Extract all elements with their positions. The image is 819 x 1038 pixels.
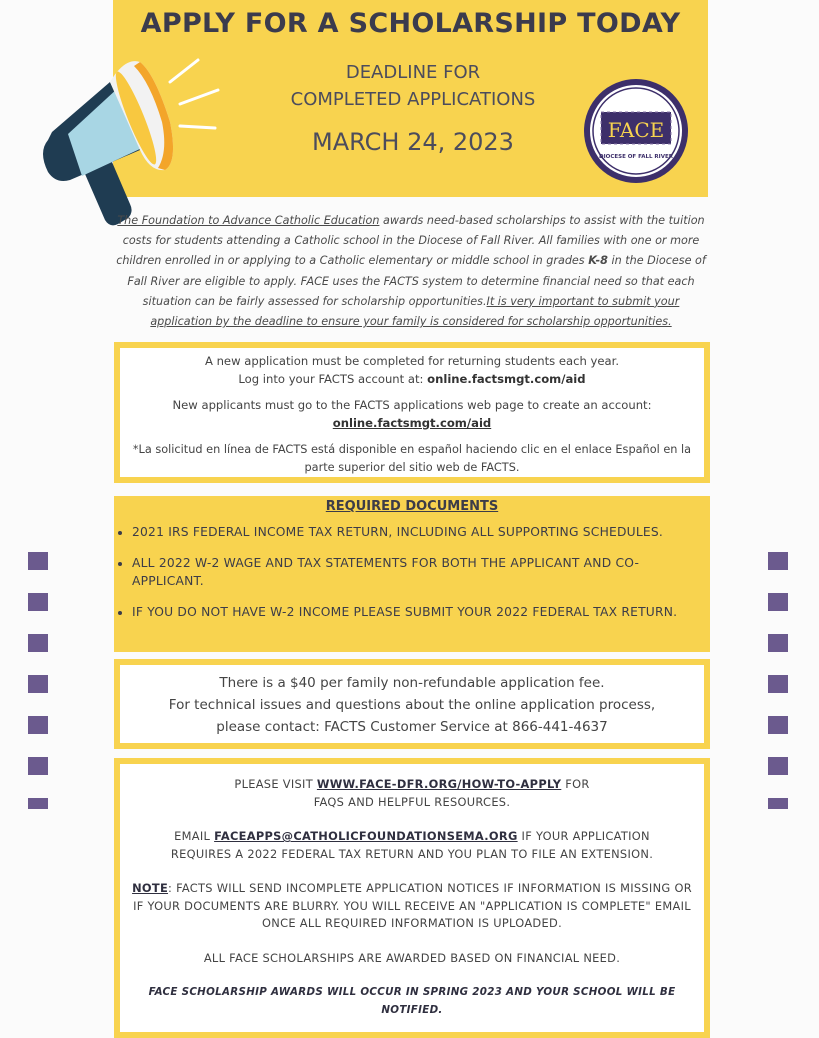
fee-box <box>114 659 710 749</box>
visit-line <box>120 776 704 794</box>
deadline-line-2: COMPLETED APPLICATIONS <box>290 89 536 110</box>
decor-square <box>768 675 788 693</box>
seal-main-text: FACE <box>607 118 665 142</box>
deadline-line-1: DEADLINE FOR <box>345 62 481 83</box>
seal-ring-text: DIOCESE OF FALL RIVER <box>599 154 673 160</box>
decor-square <box>768 798 788 809</box>
financial-need-note: ALL FACE SCHOLARSHIPS ARE AWARDED BASED ON FINANCIAL NEED. <box>203 950 621 965</box>
new-account-line <box>120 415 704 433</box>
decor-square <box>28 634 48 652</box>
intro-text-a: awards need-based scholarships to assist with the tuition costs for students attending a Catholic school in the Diocese of Fall River. All families with one or more children enrolled in or applying to a Catholic elementary or middle school in grades <box>116 214 705 268</box>
decor-square <box>28 716 48 734</box>
faceapps-email-link[interactable]: FACEAPPS@CATHOLICFOUNDATIONSEMA.ORG <box>214 829 518 843</box>
decor-square <box>28 798 48 809</box>
grades-label: K-8 <box>588 254 608 268</box>
deadline-date: MARCH 24, 2023 <box>312 128 514 156</box>
info-box <box>114 758 710 1038</box>
email-line-2: REQUIRES A 2022 FEDERAL TAX RETURN AND YOU PLAN TO FILE AN EXTENSION. <box>170 846 654 861</box>
face-seal-logo <box>583 78 689 184</box>
facts-new-account-link[interactable]: online.factsmgt.com/aid <box>332 415 492 430</box>
facts-account-box <box>114 342 710 483</box>
intro-paragraph <box>115 211 707 332</box>
decor-square <box>768 716 788 734</box>
deadline-label <box>263 59 563 113</box>
returning-students-note: A new application must be completed for returning students each year. <box>204 354 620 368</box>
spanish-note: *La solicitud en línea de FACTS está disponible en español haciendo clic en el enlace Español en la parte superior del sitio web de FACTS. <box>132 443 692 474</box>
required-documents-heading: REQUIRED DOCUMENTS <box>325 499 499 514</box>
login-prefix: Log into your FACTS account at: <box>238 371 428 386</box>
decor-square <box>28 757 48 775</box>
visit-prefix: PLEASE VISIT <box>234 777 317 791</box>
facts-login-link[interactable]: online.factsmgt.com/aid <box>427 371 586 386</box>
decor-square <box>28 552 48 570</box>
email-prefix: EMAIL <box>174 829 215 843</box>
megaphone-icon <box>30 52 230 232</box>
support-text-1: For technical issues and questions about the online application process, <box>168 697 656 713</box>
visit-suffix: FOR <box>561 777 590 791</box>
email-suffix: IF YOUR APPLICATION <box>517 829 650 843</box>
important-notice: It is very important to submit your application by the deadline to ensure your family is considered for scholarship opportunities. <box>150 294 680 329</box>
page-title: APPLY FOR A SCHOLARSHIP TODAY <box>140 8 681 39</box>
support-text-2: please contact: FACTS Customer Service at 866-441-4637 <box>216 719 608 735</box>
decor-square <box>768 593 788 611</box>
right-square-column <box>768 552 788 832</box>
decor-square <box>768 634 788 652</box>
decor-square <box>768 552 788 570</box>
left-square-column <box>28 552 48 832</box>
list-item: • IF YOU DO NOT HAVE W-2 INCOME PLEASE SUBMIT YOUR 2022 FEDERAL TAX RETURN. <box>132 603 707 621</box>
note-text: : FACTS WILL SEND INCOMPLETE APPLICATION NOTICES IF INFORMATION IS MISSING OR IF YOUR DOCUMENTS ARE BLURRY. YOU WILL RECEIVE AN "APPLICATION IS COMPLETE" EMAIL ONCE ALL REQUIRED INFORMATION IS UPLOADED. <box>133 881 692 930</box>
intro-text-b: in the Diocese of Fall River are eligible to apply. FACE uses the FACTS system to determine financial need so that each situation can be fairly assessed for scholarship opportunities. <box>127 254 706 308</box>
foundation-name: The Foundation to Advance Catholic Education <box>117 214 380 227</box>
note-paragraph <box>120 880 704 933</box>
email-line <box>120 828 704 846</box>
required-documents-list <box>120 523 707 621</box>
required-documents-section <box>114 496 710 652</box>
list-item: • ALL 2022 W-2 WAGE AND TAX STATEMENTS FOR BOTH THE APPLICANT AND CO-APPLICANT. <box>132 554 707 590</box>
decor-square <box>28 593 48 611</box>
awards-note: FACE SCHOLARSHIP AWARDS WILL OCCUR IN SPRING 2023 AND YOUR SCHOOL WILL BE NOTIFIED. <box>148 986 676 1016</box>
decor-square <box>768 757 788 775</box>
login-line <box>120 371 704 389</box>
visit-line-2: FAQS AND HELPFUL RESOURCES. <box>313 794 511 809</box>
new-applicant-note: New applicants must go to the FACTS applications web page to create an account: <box>172 398 652 412</box>
list-item: • 2021 IRS FEDERAL INCOME TAX RETURN, INCLUDING ALL SUPPORTING SCHEDULES. <box>132 523 707 541</box>
how-to-apply-link[interactable]: WWW.FACE-DFR.ORG/HOW-TO-APPLY <box>316 777 562 791</box>
note-label: NOTE <box>132 881 169 895</box>
decor-square <box>28 675 48 693</box>
fee-text: There is a $40 per family non-refundable application fee. <box>219 675 605 691</box>
